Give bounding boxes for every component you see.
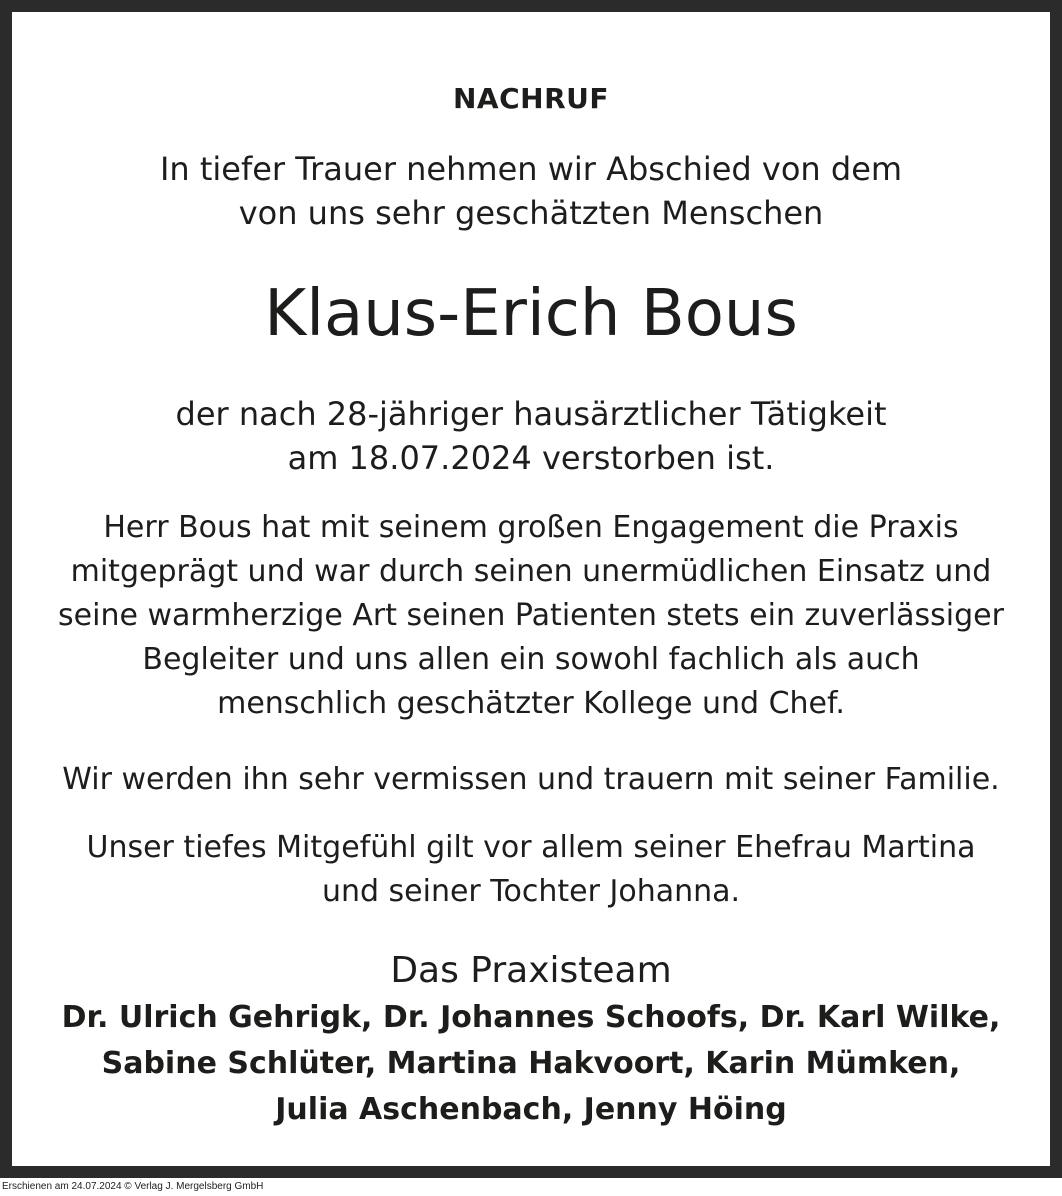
- signers-line: Sabine Schlüter, Martina Hakvoort, Karin Mümken,: [101, 1046, 961, 1081]
- death-line: am 18.07.2024 verstorben ist.: [287, 439, 775, 477]
- signers-line: Julia Aschenbach, Jenny Höing: [275, 1092, 787, 1127]
- miss-text: [12, 758, 1050, 802]
- tribute-line: mitgeprägt und war durch seinen unermüdlichen Einsatz und: [70, 554, 992, 589]
- notice-heading: NACHRUF: [452, 82, 609, 115]
- intro-line: von uns sehr geschätzten Menschen: [238, 194, 824, 232]
- sympathy-text: [12, 826, 1050, 914]
- publication-note: Erschienen am 24.07.2024 © Verlag J. Mergelsberg GmbH: [2, 1181, 264, 1192]
- signers-list: [12, 995, 1050, 1133]
- tribute-line: Begleiter und uns allen ein sowohl fachlich als auch: [142, 642, 920, 677]
- sympathy-line: und seiner Tochter Johanna.: [321, 874, 741, 909]
- intro-text: [12, 147, 1050, 235]
- tribute-line: menschlich geschätzter Kollege und Chef.: [217, 686, 845, 721]
- footer: [0, 1178, 1062, 1196]
- obituary-notice: [12, 12, 1050, 1166]
- tribute-line: seine warmherzige Art seinen Patienten stets ein zuverlässiger: [58, 598, 1004, 633]
- signers-line: Dr. Ulrich Gehrigk, Dr. Johannes Schoofs, Dr. Karl Wilke,: [61, 1000, 1001, 1035]
- intro-line: In tiefer Trauer nehmen wir Abschied von dem: [159, 150, 903, 188]
- signature-title: Das Praxisteam: [390, 950, 672, 991]
- death-text: [12, 392, 1050, 480]
- miss-line: Wir werden ihn sehr vermissen und trauern mit seiner Familie.: [62, 762, 1000, 797]
- tribute-line: Herr Bous hat mit seinem großen Engagement die Praxis: [103, 510, 959, 545]
- sympathy-line: Unser tiefes Mitgefühl gilt vor allem seiner Ehefrau Martina: [86, 830, 976, 865]
- death-line: der nach 28-jähriger hausärztlicher Tätigkeit: [175, 395, 887, 433]
- tribute-text: [12, 506, 1050, 726]
- deceased-name: Klaus-Erich Bous: [264, 277, 798, 351]
